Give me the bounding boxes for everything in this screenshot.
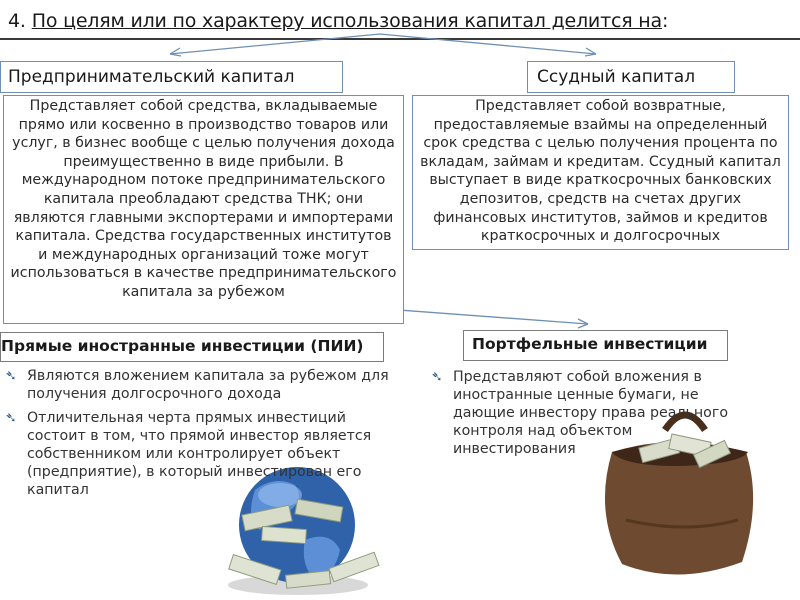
portfolio-header	[463, 330, 728, 361]
check-arrow-icon: ➴	[5, 368, 17, 384]
entrepreneurial-capital-label: Предпринимательский капитал	[8, 67, 295, 87]
check-arrow-icon: ➴	[5, 410, 17, 426]
entrepreneurial-capital-description	[3, 95, 404, 324]
entrepreneurial-capital-text: Представляет собой средства, вкладываемые прямо или косвенно в производство товаров или услуг, в бизнес вообще с целью получения дохода преимущественно в виде прибыли. В международном потоке предпринимательского капитала преобладают средства ТНК; они являются главными экспортерами и импортерами капитала. Средства государственных институтов и международных организаций тоже могут использоваться в качестве предпринимательского капитала за рубежом	[10, 98, 397, 300]
portfolio-bullet-1	[431, 368, 731, 458]
entrepreneurial-capital-header	[0, 61, 343, 93]
loan-capital-text: Представляет собой возвратные, предоставляемые взаймы на определенный срок средства с целью получения процента по вкладам, займам и кредитам. Ссудный капитал выступает в виде краткосрочных банковских депозитов, средств на счетах других финансовых институтов, займов и кредитов краткосрочных и долгосрочных	[420, 98, 781, 245]
split-arrow-left-head	[170, 48, 181, 56]
check-arrow-icon: ➴	[431, 369, 443, 385]
split-arrow	[170, 34, 596, 54]
fdi-bullet-2	[5, 409, 397, 499]
fdi-header	[0, 332, 384, 362]
title-number: 4.	[8, 10, 26, 32]
loan-capital-description	[412, 95, 789, 250]
fdi-bullet-2-text: Отличительная черта прямых инвестиций состоит в том, что прямой инвестор является собственником или контролирует объект (предприятие), в который инвестирован его капитал	[27, 410, 372, 498]
portfolio-header-label: Портфельные инвестиции	[472, 335, 708, 353]
split-arrow-right-head	[585, 48, 596, 56]
portfolio-bullet-1-text: Представляют собой вложения в иностранные ценные бумаги, не дающие инвестору права реального контроля над объектом инвестирования	[453, 369, 729, 457]
title-text: По целям или по характеру использования капитал делится на	[31, 10, 662, 32]
fdi-bullet-1	[5, 367, 397, 403]
loan-capital-label: Ссудный капитал	[537, 67, 696, 87]
loan-capital-header	[527, 61, 735, 93]
fdi-bullet-1-text: Являются вложением капитала за рубежом для получения долгосрочного дохода	[27, 368, 389, 402]
fdi-header-label: Прямые иностранные инвестиции (ПИИ)	[1, 337, 364, 355]
title-colon: :	[661, 10, 669, 32]
